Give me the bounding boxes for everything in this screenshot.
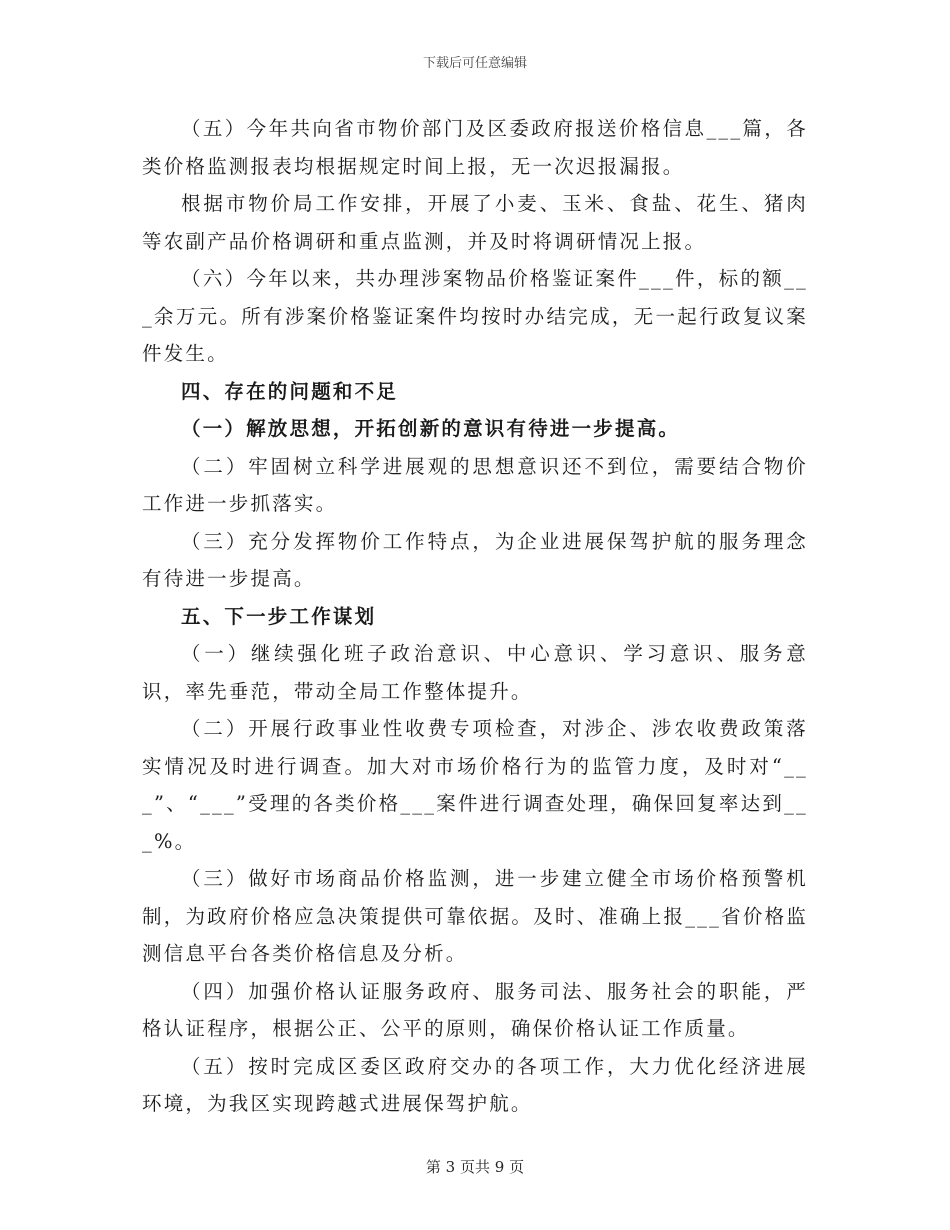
subsection-heading: （一）解放思想，开拓创新的意识有待进一步提高。 xyxy=(181,417,681,440)
paragraph: （二）开展行政事业性收费专项检查，对涉企、涉农收费政策落实情况及时进行调查。加大对市场价格行为的监管力度，及时对“___”、“___”受理的各类价格___案件进行调查处理，确保回复率达到___%。 xyxy=(142,717,808,853)
paragraph: （五）今年共向省市物价部门及区委政府报送价格信息___篇，各类价格监测报表均根据规定时间上报，无一次迟报漏报。 xyxy=(142,117,808,178)
section-heading: 五、下一步工作谋划 xyxy=(181,604,377,628)
document-body xyxy=(142,110,808,1123)
page-number: 第 3 页共 9 页 xyxy=(425,1158,525,1176)
paragraph: （一）继续强化班子政治意识、中心意识、学习意识、服务意识，率先垂范，带动全局工作整体提升。 xyxy=(142,642,808,703)
paragraph: （三）充分发挥物价工作特点，为企业进展保驾护航的服务理念有待进一步提高。 xyxy=(142,529,808,590)
paragraph: （五）按时完成区委区政府交办的各项工作，大力优化经济进展环境，为我区实现跨越式进展保驾护航。 xyxy=(142,1054,808,1115)
paragraph: （四）加强价格认证服务政府、服务司法、服务社会的职能，严格认证程序，根据公正、公平的原则，确保价格认证工作质量。 xyxy=(142,979,808,1040)
section-heading: 四、存在的问题和不足 xyxy=(181,379,399,403)
paragraph: 根据市物价局工作安排，开展了小麦、玉米、食盐、花生、猪肉等农副产品价格调研和重点监测，并及时将调研情况上报。 xyxy=(142,192,808,253)
paragraph: （二）牢固树立科学进展观的思想意识还不到位，需要结合物价工作进一步抓落实。 xyxy=(142,454,808,515)
page-header: 下载后可任意编辑 xyxy=(422,56,527,71)
paragraph: （六）今年以来，共办理涉案物品价格鉴证案件___件，标的额___余万元。所有涉案价格鉴证案件均按时办结完成，无一起行政复议案件发生。 xyxy=(142,267,808,365)
paragraph: （三）做好市场商品价格监测，进一步建立健全市场价格预警机制，为政府价格应急决策提供可靠依据。及时、准确上报___省价格监测信息平台各类价格信息及分析。 xyxy=(142,867,808,965)
